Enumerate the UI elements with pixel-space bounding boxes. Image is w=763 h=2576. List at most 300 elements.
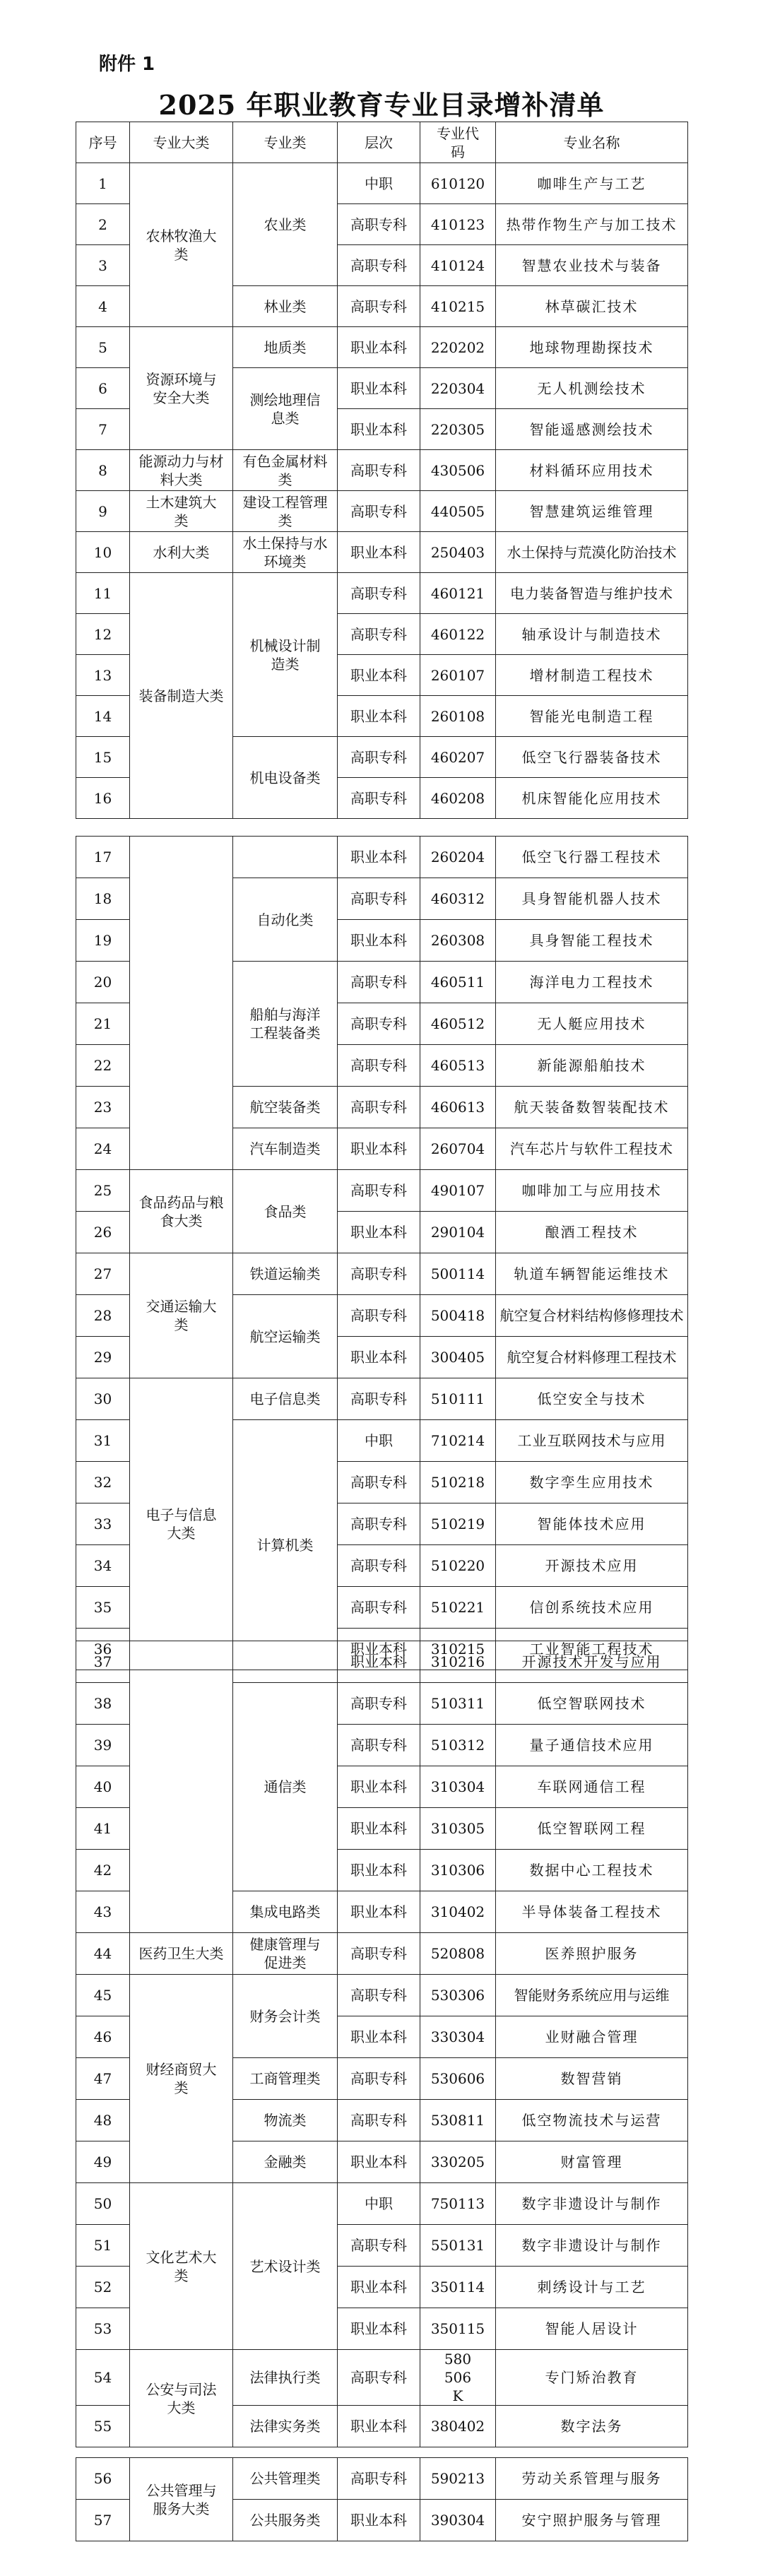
row-subcategory [233, 837, 338, 878]
table-row [76, 573, 688, 614]
row-code: 610120 [420, 163, 496, 204]
row-subcategory: 航空运输类 [233, 1295, 338, 1378]
row-major-name: 智能财务系统应用与运维 [496, 1975, 688, 2016]
row-category: 土木建筑大类 [130, 491, 233, 532]
row-subcategory: 集成电路类 [233, 1891, 338, 1933]
row-level: 高职专科 [338, 1253, 420, 1295]
row-subcategory: 建设工程管理类 [233, 491, 338, 532]
row-code: 260204 [420, 837, 496, 878]
row-level: 职业本科 [338, 368, 420, 409]
row-index: 21 [76, 1003, 130, 1045]
row-index: 44 [76, 1933, 130, 1975]
table-row [76, 1933, 688, 1975]
row-code: 500418 [420, 1295, 496, 1337]
row-category: 公共管理与服务大类 [130, 2458, 233, 2541]
row-index: 38 [76, 1683, 130, 1725]
row-code: 510219 [420, 1503, 496, 1545]
row-index: 52 [76, 2267, 130, 2308]
row-index: 22 [76, 1045, 130, 1087]
row-subcategory: 计算机类 [233, 1420, 338, 1670]
row-subcategory: 机电设备类 [233, 737, 338, 819]
row-major-name: 工业互联网技术与应用 [496, 1420, 688, 1462]
row-major-name: 酿酒工程技术 [496, 1212, 688, 1253]
row-major-name: 海洋电力工程技术 [496, 962, 688, 1003]
row-level: 职业本科 [338, 532, 420, 573]
row-major-name: 热带作物生产与加工技术 [496, 204, 688, 245]
row-code: 310304 [420, 1766, 496, 1808]
row-index: 2 [76, 204, 130, 245]
row-code: 330304 [420, 2016, 496, 2058]
catalog-table-part-2 [76, 836, 688, 1670]
row-code: 510218 [420, 1462, 496, 1503]
row-index: 48 [76, 2100, 130, 2141]
row-level: 高职专科 [338, 1462, 420, 1503]
row-index: 46 [76, 2016, 130, 2058]
row-major-name: 航空复合材料修理工程技术 [496, 1337, 688, 1378]
row-index: 31 [76, 1420, 130, 1462]
row-subcategory: 通信类 [233, 1683, 338, 1891]
row-major-name: 数字非遗设计与制作 [496, 2225, 688, 2267]
row-level: 职业本科 [338, 920, 420, 962]
row-major-name: 具身智能机器人技术 [496, 878, 688, 920]
row-level: 高职专科 [338, 1975, 420, 2016]
row-category [130, 1641, 233, 1933]
row-category: 交通运输大类 [130, 1253, 233, 1378]
row-index: 34 [76, 1545, 130, 1587]
row-index: 4 [76, 286, 130, 327]
row-subcategory: 食品类 [233, 1170, 338, 1253]
row-major-name: 轨道车辆智能运维技术 [496, 1253, 688, 1295]
row-code: 580506K [420, 2350, 496, 2406]
row-index: 42 [76, 1850, 130, 1891]
row-code: 510312 [420, 1725, 496, 1766]
row-major-name: 无人机测绘技术 [496, 368, 688, 409]
row-code: 460122 [420, 614, 496, 655]
row-index: 36 [76, 1629, 130, 1670]
row-code: 350115 [420, 2308, 496, 2350]
row-major-name: 低空智联网工程 [496, 1808, 688, 1850]
row-index: 45 [76, 1975, 130, 2016]
row-major-name: 车联网通信工程 [496, 1766, 688, 1808]
row-major-name: 安宁照护服务与管理 [496, 2500, 688, 2541]
row-subcategory: 法律实务类 [233, 2406, 338, 2447]
row-subcategory: 铁道运输类 [233, 1253, 338, 1295]
row-level: 高职专科 [338, 1087, 420, 1128]
row-major-name: 咖啡生产与工艺 [496, 163, 688, 204]
row-major-name: 咖啡加工与应用技术 [496, 1170, 688, 1212]
header-code: 专业代码 [420, 122, 496, 163]
catalog-table-part-1 [76, 122, 688, 819]
row-code: 440505 [420, 491, 496, 532]
row-code: 530606 [420, 2058, 496, 2100]
row-level: 高职专科 [338, 1503, 420, 1545]
row-subcategory: 公共管理类 [233, 2458, 338, 2500]
header-level: 层次 [338, 122, 420, 163]
row-major-name: 数字法务 [496, 2406, 688, 2447]
row-code: 520808 [420, 1933, 496, 1975]
row-code: 460512 [420, 1003, 496, 1045]
row-major-name: 低空智联网技术 [496, 1683, 688, 1725]
row-major-name: 智能人居设计 [496, 2308, 688, 2350]
row-level: 高职专科 [338, 1378, 420, 1420]
row-category: 医药卫生大类 [130, 1933, 233, 1975]
table-row [76, 1253, 688, 1295]
row-major-name: 低空安全与技术 [496, 1378, 688, 1420]
row-code: 410215 [420, 286, 496, 327]
row-code: 310305 [420, 1808, 496, 1850]
row-level: 高职专科 [338, 737, 420, 778]
row-index: 23 [76, 1087, 130, 1128]
row-category: 资源环境与安全大类 [130, 327, 233, 450]
row-level: 高职专科 [338, 1170, 420, 1212]
row-level: 高职专科 [338, 1003, 420, 1045]
row-major-name: 工业智能工程技术 [496, 1629, 688, 1670]
row-index: 13 [76, 655, 130, 696]
row-category: 电子与信息大类 [130, 1378, 233, 1670]
row-code: 510311 [420, 1683, 496, 1725]
table-row [76, 1641, 688, 1683]
row-subcategory: 电子信息类 [233, 1378, 338, 1420]
table-row [76, 327, 688, 368]
row-level: 职业本科 [338, 2141, 420, 2183]
table-row [76, 2350, 688, 2406]
row-major-name: 开源技术开发与应用 [496, 1641, 688, 1683]
row-index: 9 [76, 491, 130, 532]
row-major-name: 水土保持与荒漠化防治技术 [496, 532, 688, 573]
row-index: 16 [76, 778, 130, 819]
row-subcategory: 农业类 [233, 163, 338, 286]
row-index: 7 [76, 409, 130, 450]
row-major-name: 数据中心工程技术 [496, 1850, 688, 1891]
row-code: 300405 [420, 1337, 496, 1378]
header-subcategory: 专业类 [233, 122, 338, 163]
row-level: 高职专科 [338, 778, 420, 819]
row-subcategory: 地质类 [233, 327, 338, 368]
row-level: 高职专科 [338, 573, 420, 614]
row-subcategory: 法律执行类 [233, 2350, 338, 2406]
header-category: 专业大类 [130, 122, 233, 163]
row-level: 中职 [338, 1420, 420, 1462]
row-subcategory: 自动化类 [233, 878, 338, 962]
table-row [76, 2183, 688, 2225]
row-index: 6 [76, 368, 130, 409]
row-major-name: 量子通信技术应用 [496, 1725, 688, 1766]
row-level: 高职专科 [338, 2100, 420, 2141]
row-code: 310216 [420, 1641, 496, 1683]
row-subcategory [233, 1641, 338, 1683]
row-major-name: 智能遥感测绘技术 [496, 409, 688, 450]
row-code: 550131 [420, 2225, 496, 2267]
row-code: 310215 [420, 1629, 496, 1670]
row-code: 350114 [420, 2267, 496, 2308]
row-major-name: 航天装备数智装配技术 [496, 1087, 688, 1128]
row-subcategory: 有色金属材料类 [233, 450, 338, 491]
row-category: 食品药品与粮食大类 [130, 1170, 233, 1253]
row-level: 高职专科 [338, 1295, 420, 1337]
table-row [76, 1975, 688, 2016]
row-code: 460511 [420, 962, 496, 1003]
row-code: 460208 [420, 778, 496, 819]
row-code: 500114 [420, 1253, 496, 1295]
row-subcategory: 财务会计类 [233, 1975, 338, 2058]
row-code: 390304 [420, 2500, 496, 2541]
row-subcategory: 航空装备类 [233, 1087, 338, 1128]
row-index: 55 [76, 2406, 130, 2447]
row-index: 20 [76, 962, 130, 1003]
row-index: 12 [76, 614, 130, 655]
row-level: 高职专科 [338, 1725, 420, 1766]
row-major-name: 林草碳汇技术 [496, 286, 688, 327]
row-level: 高职专科 [338, 1587, 420, 1629]
row-code: 510220 [420, 1545, 496, 1587]
header-row [76, 122, 688, 163]
row-major-name: 智能光电制造工程 [496, 696, 688, 737]
row-level: 中职 [338, 163, 420, 204]
row-major-name: 刺绣设计与工艺 [496, 2267, 688, 2308]
row-major-name: 低空飞行器工程技术 [496, 837, 688, 878]
row-level: 职业本科 [338, 696, 420, 737]
row-level: 职业本科 [338, 409, 420, 450]
row-level: 职业本科 [338, 1641, 420, 1683]
row-index: 41 [76, 1808, 130, 1850]
row-major-name: 新能源船舶技术 [496, 1045, 688, 1087]
row-index: 43 [76, 1891, 130, 1933]
row-level: 职业本科 [338, 2267, 420, 2308]
row-level: 高职专科 [338, 1545, 420, 1587]
row-subcategory: 工商管理类 [233, 2058, 338, 2100]
row-level: 职业本科 [338, 2500, 420, 2541]
row-level: 职业本科 [338, 1766, 420, 1808]
row-index: 5 [76, 327, 130, 368]
row-code: 750113 [420, 2183, 496, 2225]
row-code: 260107 [420, 655, 496, 696]
row-level: 职业本科 [338, 1212, 420, 1253]
row-index: 40 [76, 1766, 130, 1808]
row-subcategory: 公共服务类 [233, 2500, 338, 2541]
row-index: 30 [76, 1378, 130, 1420]
row-level: 高职专科 [338, 1933, 420, 1975]
table-row [76, 1378, 688, 1420]
row-major-name: 地球物理勘探技术 [496, 327, 688, 368]
row-index: 37 [76, 1641, 130, 1683]
row-major-name: 电力装备智造与维护技术 [496, 573, 688, 614]
row-level: 高职专科 [338, 491, 420, 532]
row-subcategory: 机械设计制造类 [233, 573, 338, 737]
row-code: 260704 [420, 1128, 496, 1170]
row-major-name: 开源技术应用 [496, 1545, 688, 1587]
row-code: 510111 [420, 1378, 496, 1420]
row-index: 57 [76, 2500, 130, 2541]
row-index: 35 [76, 1587, 130, 1629]
row-subcategory: 汽车制造类 [233, 1128, 338, 1170]
row-subcategory: 测绘地理信息类 [233, 368, 338, 450]
row-level: 职业本科 [338, 1808, 420, 1850]
row-category: 装备制造大类 [130, 573, 233, 819]
row-level: 职业本科 [338, 2016, 420, 2058]
table-row [76, 450, 688, 491]
row-level: 高职专科 [338, 1045, 420, 1087]
row-index: 47 [76, 2058, 130, 2100]
row-category [130, 837, 233, 1170]
row-major-name: 低空物流技术与运营 [496, 2100, 688, 2141]
row-major-name: 航空复合材料结构修修理技术 [496, 1295, 688, 1337]
row-index: 33 [76, 1503, 130, 1545]
row-index: 53 [76, 2308, 130, 2350]
row-category: 农林牧渔大类 [130, 163, 233, 327]
row-code: 460207 [420, 737, 496, 778]
row-code: 380402 [420, 2406, 496, 2447]
row-category: 财经商贸大类 [130, 1975, 233, 2183]
row-level: 高职专科 [338, 286, 420, 327]
row-level: 高职专科 [338, 450, 420, 491]
row-code: 220305 [420, 409, 496, 450]
row-level: 职业本科 [338, 1891, 420, 1933]
row-category: 公安与司法大类 [130, 2350, 233, 2447]
row-subcategory: 物流类 [233, 2100, 338, 2141]
header-major-name: 专业名称 [496, 122, 688, 163]
row-major-name: 专门矫治教育 [496, 2350, 688, 2406]
catalog-table-part-4 [76, 2457, 688, 2541]
row-code: 460513 [420, 1045, 496, 1087]
row-level: 高职专科 [338, 614, 420, 655]
row-code: 460121 [420, 573, 496, 614]
row-major-name: 数字非遗设计与制作 [496, 2183, 688, 2225]
row-level: 职业本科 [338, 2308, 420, 2350]
row-major-name: 劳动关系管理与服务 [496, 2458, 688, 2500]
row-index: 15 [76, 737, 130, 778]
row-level: 职业本科 [338, 1128, 420, 1170]
row-index: 3 [76, 245, 130, 286]
row-level: 高职专科 [338, 2350, 420, 2406]
page-title: 2025 年职业教育专业目录增补清单 [158, 89, 605, 121]
row-major-name: 智慧农业技术与装备 [496, 245, 688, 286]
row-level: 高职专科 [338, 962, 420, 1003]
row-major-name: 医养照护服务 [496, 1933, 688, 1975]
table-row [76, 491, 688, 532]
row-subcategory: 水土保持与水环境类 [233, 532, 338, 573]
attachment-label: 附件 1 [99, 54, 155, 75]
row-level: 高职专科 [338, 1683, 420, 1725]
row-index: 17 [76, 837, 130, 878]
row-index: 18 [76, 878, 130, 920]
row-code: 530306 [420, 1975, 496, 2016]
row-major-name: 财富管理 [496, 2141, 688, 2183]
row-subcategory: 船舶与海洋工程装备类 [233, 962, 338, 1087]
row-code: 310306 [420, 1850, 496, 1891]
row-major-name: 材料循环应用技术 [496, 450, 688, 491]
row-major-name: 具身智能工程技术 [496, 920, 688, 962]
row-code: 510221 [420, 1587, 496, 1629]
row-subcategory: 金融类 [233, 2141, 338, 2183]
row-major-name: 业财融合管理 [496, 2016, 688, 2058]
row-index: 19 [76, 920, 130, 962]
row-code: 530811 [420, 2100, 496, 2141]
row-level: 职业本科 [338, 327, 420, 368]
row-major-name: 机床智能化应用技术 [496, 778, 688, 819]
row-category: 文化艺术大类 [130, 2183, 233, 2350]
row-code: 310402 [420, 1891, 496, 1933]
row-major-name: 半导体装备工程技术 [496, 1891, 688, 1933]
row-index: 8 [76, 450, 130, 491]
row-level: 中职 [338, 2183, 420, 2225]
row-category: 水利大类 [130, 532, 233, 573]
row-major-name: 轴承设计与制造技术 [496, 614, 688, 655]
row-code: 590213 [420, 2458, 496, 2500]
row-category: 能源动力与材料大类 [130, 450, 233, 491]
row-subcategory: 林业类 [233, 286, 338, 327]
row-index: 25 [76, 1170, 130, 1212]
row-code: 710214 [420, 1420, 496, 1462]
row-level: 高职专科 [338, 245, 420, 286]
row-index: 10 [76, 532, 130, 573]
row-code: 260308 [420, 920, 496, 962]
row-major-name: 数智营销 [496, 2058, 688, 2100]
table-row [76, 2458, 688, 2500]
row-index: 50 [76, 2183, 130, 2225]
table-row [76, 837, 688, 878]
row-code: 330205 [420, 2141, 496, 2183]
row-level: 职业本科 [338, 1337, 420, 1378]
row-index: 11 [76, 573, 130, 614]
row-major-name: 信创系统技术应用 [496, 1587, 688, 1629]
row-major-name: 无人艇应用技术 [496, 1003, 688, 1045]
row-level: 职业本科 [338, 1629, 420, 1670]
row-level: 高职专科 [338, 204, 420, 245]
row-index: 24 [76, 1128, 130, 1170]
row-index: 1 [76, 163, 130, 204]
row-index: 49 [76, 2141, 130, 2183]
row-index: 56 [76, 2458, 130, 2500]
catalog-table-part-3 [76, 1641, 688, 2447]
row-major-name: 数字孪生应用技术 [496, 1462, 688, 1503]
row-index: 39 [76, 1725, 130, 1766]
row-index: 28 [76, 1295, 130, 1337]
row-major-name: 汽车芯片与软件工程技术 [496, 1128, 688, 1170]
row-code: 410124 [420, 245, 496, 286]
row-code: 460312 [420, 878, 496, 920]
row-level: 职业本科 [338, 2406, 420, 2447]
row-index: 32 [76, 1462, 130, 1503]
row-code: 490107 [420, 1170, 496, 1212]
row-level: 高职专科 [338, 2058, 420, 2100]
row-major-name: 增材制造工程技术 [496, 655, 688, 696]
row-code: 430506 [420, 450, 496, 491]
row-index: 26 [76, 1212, 130, 1253]
row-code: 260108 [420, 696, 496, 737]
table-row [76, 163, 688, 204]
row-level: 高职专科 [338, 2225, 420, 2267]
row-code: 220304 [420, 368, 496, 409]
row-level: 职业本科 [338, 837, 420, 878]
row-index: 54 [76, 2350, 130, 2406]
row-index: 29 [76, 1337, 130, 1378]
row-major-name: 智能体技术应用 [496, 1503, 688, 1545]
row-subcategory: 健康管理与促进类 [233, 1933, 338, 1975]
row-level: 职业本科 [338, 655, 420, 696]
row-level: 高职专科 [338, 2458, 420, 2500]
row-index: 27 [76, 1253, 130, 1295]
row-code: 250403 [420, 532, 496, 573]
row-major-name: 低空飞行器装备技术 [496, 737, 688, 778]
row-code: 220202 [420, 327, 496, 368]
row-code: 290104 [420, 1212, 496, 1253]
table-row [76, 532, 688, 573]
row-subcategory: 艺术设计类 [233, 2183, 338, 2350]
row-major-name: 智慧建筑运维管理 [496, 491, 688, 532]
header-index: 序号 [76, 122, 130, 163]
row-code: 410123 [420, 204, 496, 245]
table-row [76, 1170, 688, 1212]
